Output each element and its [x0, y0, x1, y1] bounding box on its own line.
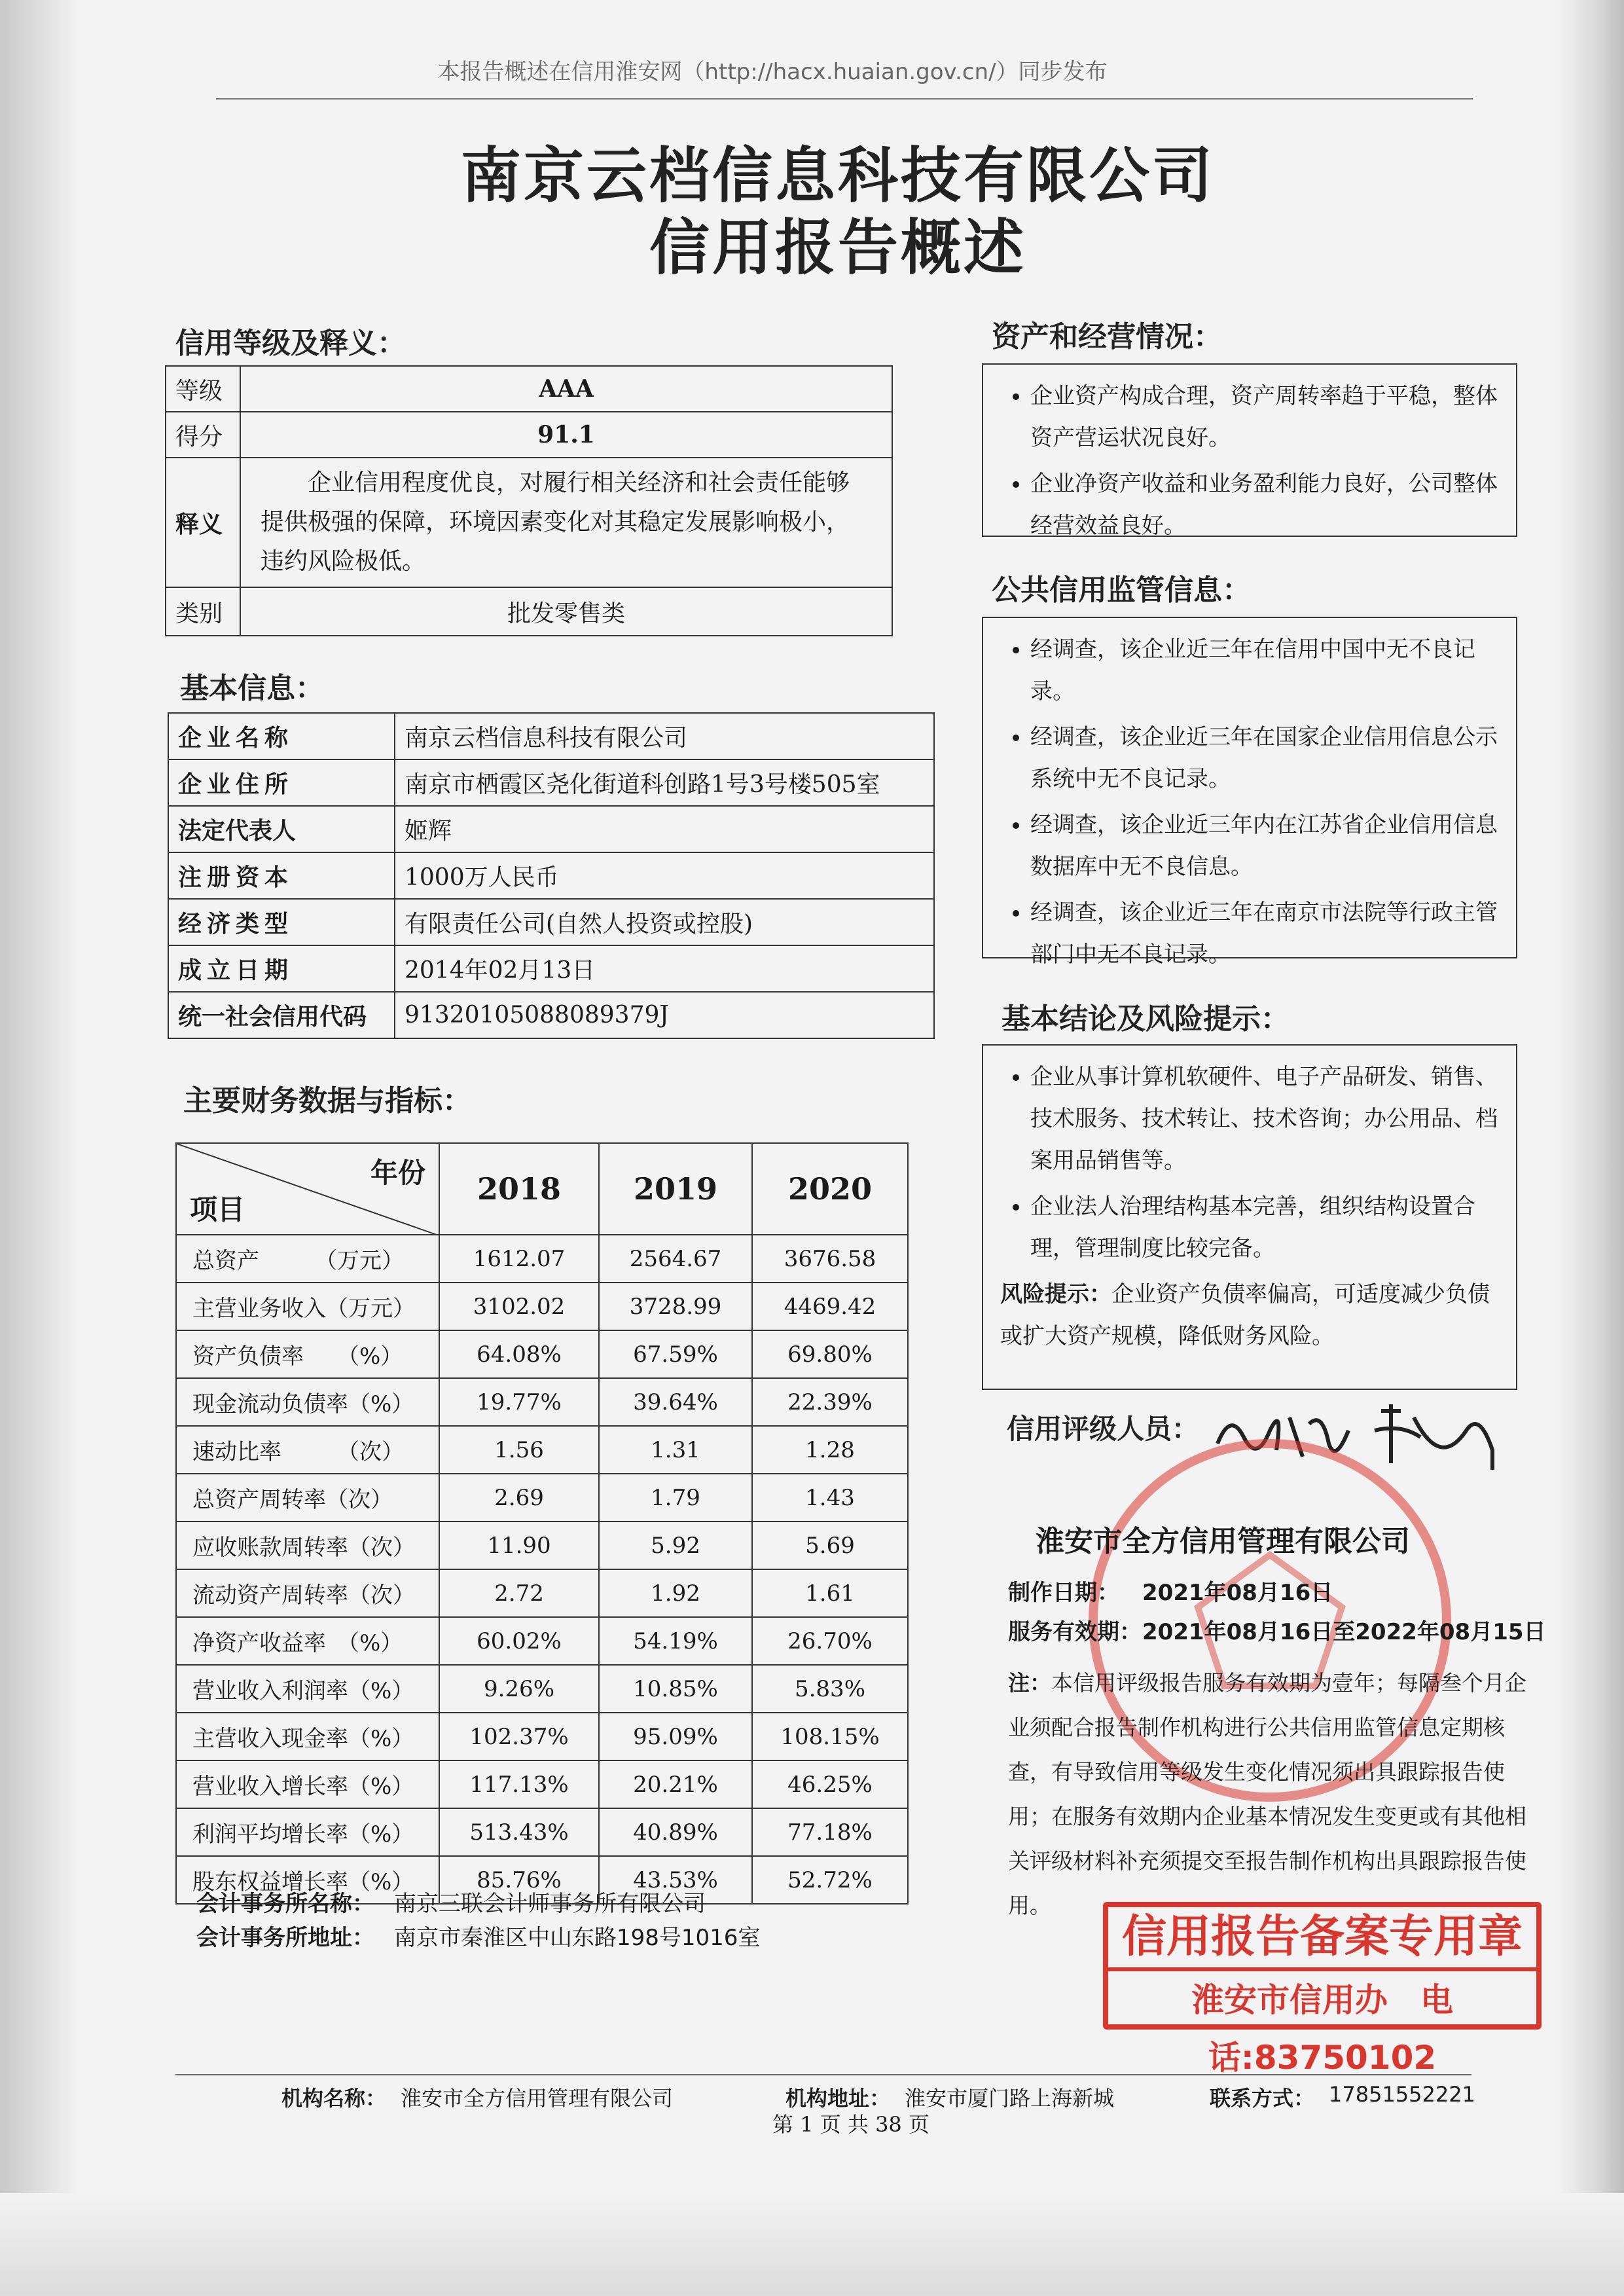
- finance-value-2019: 1.79: [599, 1474, 752, 1522]
- basic-info-table: [168, 712, 935, 1039]
- finance-value-2019: 67.59%: [599, 1330, 752, 1378]
- footer-rule: [175, 2074, 1471, 2075]
- footer-org: 淮安市全方信用管理有限公司: [401, 2086, 674, 2111]
- finance-value-2019: 43.53%: [599, 1856, 752, 1904]
- footer-addr-label: 机构地址：: [785, 2086, 891, 2111]
- risk-text: 企业资产负债率偏高，可适度减少负债或扩大资产规模，降低财务风险。: [1000, 1281, 1490, 1349]
- item-axis-label: 项目: [190, 1194, 245, 1226]
- risk-label: 风险提示：: [1000, 1281, 1111, 1307]
- finance-value-2020: 1.28: [752, 1426, 908, 1474]
- basic-label: 企业名称: [168, 713, 395, 759]
- finance-value-2020: 52.72%: [752, 1856, 908, 1904]
- made-date-label: 制作日期：: [1008, 1580, 1119, 1606]
- assets-heading: 资产和经营情况：: [992, 320, 1222, 354]
- finance-value-2020: 22.39%: [752, 1378, 908, 1426]
- finance-value-2019: 1.31: [599, 1426, 752, 1474]
- finance-item-name: 总资产周转率（次）: [176, 1474, 439, 1522]
- rating-table: [165, 365, 893, 636]
- finance-value-2018: 2.69: [439, 1474, 599, 1522]
- corner-cell: [176, 1143, 439, 1235]
- page-right-shadow: [1558, 0, 1624, 2296]
- year-axis-label: 年份: [370, 1157, 425, 1189]
- rating-category: 批发零售类: [240, 587, 892, 636]
- finance-row: [176, 1283, 908, 1330]
- finance-item-name: 资产负债率 （%）: [176, 1330, 439, 1378]
- conclusion-item: • 企业法人治理结构基本完善，组织结构设置合理，管理制度比较完备。: [1030, 1186, 1499, 1269]
- finance-value-2018: 513.43%: [439, 1808, 599, 1856]
- valid-label: 服务有效期：: [1008, 1619, 1142, 1645]
- supervision-heading: 公共信用监管信息：: [992, 574, 1251, 607]
- finance-row: [176, 1617, 908, 1665]
- assets-box: [982, 363, 1517, 537]
- basic-label: 企业住所: [168, 759, 395, 806]
- page-left-shadow: [0, 0, 79, 2296]
- finance-value-2019: 1.92: [599, 1569, 752, 1617]
- econ-type-value: 有限责任公司(自然人投资或控股): [395, 899, 934, 945]
- finance-row: [176, 1330, 908, 1378]
- finance-item-name: 股东权益增长率（%）: [176, 1856, 439, 1904]
- made-date: 2021年08月16日: [1142, 1580, 1333, 1606]
- finance-value-2019: 54.19%: [599, 1617, 752, 1665]
- finance-item-name: 应收账款周转率（次）: [176, 1522, 439, 1569]
- finance-value-2020: 77.18%: [752, 1808, 908, 1856]
- supervision-item: • 经调查，该企业近三年在国家企业信用信息公示系统中无不良记录。: [1030, 716, 1499, 800]
- capital-value: 1000万人民币: [395, 852, 934, 899]
- finance-item-name: 速动比率 （次）: [176, 1426, 439, 1474]
- finance-value-2018: 3102.02: [439, 1283, 599, 1330]
- stamp-title: 信用报告备案专用章: [1108, 1907, 1536, 1971]
- basic-label: 注册资本: [168, 852, 395, 899]
- accounting-address: 南京市秦淮区中山东路198号1016室: [394, 1925, 761, 1951]
- rating-label: 等级: [166, 366, 240, 412]
- conclusion-heading: 基本结论及风险提示：: [1001, 1002, 1290, 1036]
- finance-value-2018: 11.90: [439, 1522, 599, 1569]
- page-bottom-shadow: [0, 2193, 1624, 2296]
- supervision-item: • 经调查，该企业近三年在信用中国中无不良记录。: [1030, 629, 1499, 712]
- finance-item-name: 总资产 （万元）: [176, 1235, 439, 1283]
- finance-value-2018: 2.72: [439, 1569, 599, 1617]
- category-label: 类别: [166, 587, 240, 636]
- score-label: 得分: [166, 412, 240, 458]
- finance-value-2020: 26.70%: [752, 1617, 908, 1665]
- basic-label: 成立日期: [168, 945, 395, 992]
- finance-value-2020: 3676.58: [752, 1235, 908, 1283]
- rating-score: 91.1: [240, 412, 892, 458]
- finance-value-2020: 108.15%: [752, 1713, 908, 1760]
- year-2018: 2018: [439, 1143, 599, 1235]
- finance-value-2020: 1.43: [752, 1474, 908, 1522]
- note-label: 注：: [1008, 1670, 1051, 1696]
- finance-value-2019: 3728.99: [599, 1283, 752, 1330]
- finance-value-2020: 5.83%: [752, 1665, 908, 1713]
- finance-item-name: 净资产收益率 （%）: [176, 1617, 439, 1665]
- finance-item-name: 利润平均增长率（%）: [176, 1808, 439, 1856]
- finance-value-2018: 9.26%: [439, 1665, 599, 1713]
- supervision-box: [982, 617, 1517, 968]
- basic-label: 经济类型: [168, 899, 395, 945]
- finance-value-2018: 102.37%: [439, 1713, 599, 1760]
- page-number: 第 1 页 共 38 页: [772, 2112, 929, 2137]
- legal-rep-value: 姬辉: [395, 806, 934, 852]
- finance-value-2019: 95.09%: [599, 1713, 752, 1760]
- finance-value-2018: 60.02%: [439, 1617, 599, 1665]
- rating-heading: 信用等级及释义：: [175, 327, 406, 360]
- filing-stamp: [1103, 1902, 1542, 2077]
- finance-item-name: 营业收入利润率（%）: [176, 1665, 439, 1713]
- footer-org-label: 机构名称：: [281, 2086, 387, 2111]
- supervision-item: • 经调查，该企业近三年在南京市法院等行政主管部门中无不良记录。: [1030, 892, 1499, 975]
- finance-heading: 主要财务数据与指标：: [183, 1084, 471, 1118]
- finance-value-2020: 69.80%: [752, 1330, 908, 1378]
- footer-contact: 17851552221: [1329, 2082, 1475, 2107]
- rating-grade: AAA: [240, 366, 892, 412]
- conclusion-item: • 企业从事计算机软硬件、电子产品研发、销售、技术服务、技术转让、技术咨询；办公用品、档案用品销售等。: [1030, 1056, 1499, 1182]
- assets-item: • 企业净资产收益和业务盈利能力良好，公司整体经营效益良好。: [1030, 463, 1499, 547]
- finance-row: [176, 1378, 908, 1426]
- finance-item-name: 主营收入现金率（%）: [176, 1713, 439, 1760]
- basic-label: 统一社会信用代码: [168, 992, 395, 1038]
- note-text: 本信用评级报告服务有效期为壹年；每隔叁个月企业须配合报告制作机构进行公共信用监管信息定期核查，有导致信用等级发生变化情况须出具跟踪报告使用；在服务有效期内企业基本情况发生变更或有其他相关评级材料补充须提交至报告制作机构出具跟踪报告使用。: [1008, 1670, 1526, 1918]
- finance-value-2020: 4469.42: [752, 1283, 908, 1330]
- finance-value-2019: 39.64%: [599, 1378, 752, 1426]
- accounting-address-label: 会计事务所地址：: [196, 1925, 374, 1951]
- stamp-phone: 淮安市信用办 电话:83750102: [1191, 1981, 1453, 2077]
- finance-row: [176, 1713, 908, 1760]
- finance-value-2018: 1612.07: [439, 1235, 599, 1283]
- finance-value-2018: 85.76%: [439, 1856, 599, 1904]
- finance-value-2019: 20.21%: [599, 1760, 752, 1808]
- finance-item-name: 现金流动负债率（%）: [176, 1378, 439, 1426]
- finance-value-2018: 19.77%: [439, 1378, 599, 1426]
- report-title: 信用报告概述: [649, 213, 1026, 283]
- finance-item-name: 流动资产周转率（次）: [176, 1569, 439, 1617]
- credit-code-value: 91320105088089379J: [395, 992, 934, 1038]
- valid-range: 2021年08月16日至2022年08月15日: [1142, 1619, 1546, 1645]
- finance-item-name: 营业收入增长率（%）: [176, 1760, 439, 1808]
- rater-label: 信用评级人员：: [1007, 1413, 1200, 1445]
- finance-value-2019: 5.92: [599, 1522, 752, 1569]
- footer-contact-label: 联系方式：: [1210, 2086, 1315, 2111]
- finance-value-2019: 2564.67: [599, 1235, 752, 1283]
- finance-item-name: 主营业务收入（万元）: [176, 1283, 439, 1330]
- company-name-value: 南京云档信息科技有限公司: [395, 713, 934, 759]
- finance-value-2019: 40.89%: [599, 1808, 752, 1856]
- definition-label: 释义: [166, 458, 240, 587]
- finance-value-2020: 5.69: [752, 1522, 908, 1569]
- finance-row: [176, 1426, 908, 1474]
- accounting-name: 南京三联会计师事务所有限公司: [394, 1891, 706, 1917]
- finance-row: [176, 1665, 908, 1713]
- finance-value-2018: 64.08%: [439, 1330, 599, 1378]
- year-2020: 2020: [752, 1143, 908, 1235]
- footer-addr: 淮安市厦门路上海新城: [905, 2086, 1115, 2111]
- finance-row: [176, 1235, 908, 1283]
- basic-heading: 基本信息：: [180, 672, 324, 705]
- founded-value: 2014年02月13日: [395, 945, 934, 992]
- finance-row: [176, 1760, 908, 1808]
- basic-label: 法定代表人: [168, 806, 395, 852]
- accounting-name-label: 会计事务所名称：: [196, 1891, 374, 1917]
- finance-value-2019: 10.85%: [599, 1665, 752, 1713]
- supervision-item: • 经调查，该企业近三年内在江苏省企业信用信息数据库中无不良信息。: [1030, 804, 1499, 888]
- note-block: [1008, 1661, 1532, 1928]
- year-2019: 2019: [599, 1143, 752, 1235]
- agency-name: 淮安市全方信用管理有限公司: [1036, 1525, 1410, 1558]
- finance-value-2020: 1.61: [752, 1569, 908, 1617]
- finance-table: [175, 1142, 909, 1904]
- finance-row: [176, 1474, 908, 1522]
- assets-item: • 企业资产构成合理，资产周转率趋于平稳，整体资产营运状况良好。: [1030, 375, 1499, 459]
- rating-definition: 企业信用程度优良，对履行相关经济和社会责任能够提供极强的保障，环境因素变化对其稳定发展影响极小，违约风险极低。: [240, 458, 892, 587]
- finance-value-2018: 117.13%: [439, 1760, 599, 1808]
- header-note: 本报告概述在信用淮安网（http://hacx.huaian.gov.cn/）同步发布: [437, 59, 1108, 85]
- finance-row: [176, 1808, 908, 1856]
- address-value: 南京市栖霞区尧化街道科创路1号3号楼505室: [395, 759, 934, 806]
- finance-value-2020: 46.25%: [752, 1760, 908, 1808]
- finance-value-2018: 1.56: [439, 1426, 599, 1474]
- header-rule: [216, 98, 1473, 100]
- finance-row: [176, 1522, 908, 1569]
- finance-row: [176, 1569, 908, 1617]
- company-title: 南京云档信息科技有限公司: [460, 141, 1215, 211]
- conclusion-box: [982, 1044, 1517, 1390]
